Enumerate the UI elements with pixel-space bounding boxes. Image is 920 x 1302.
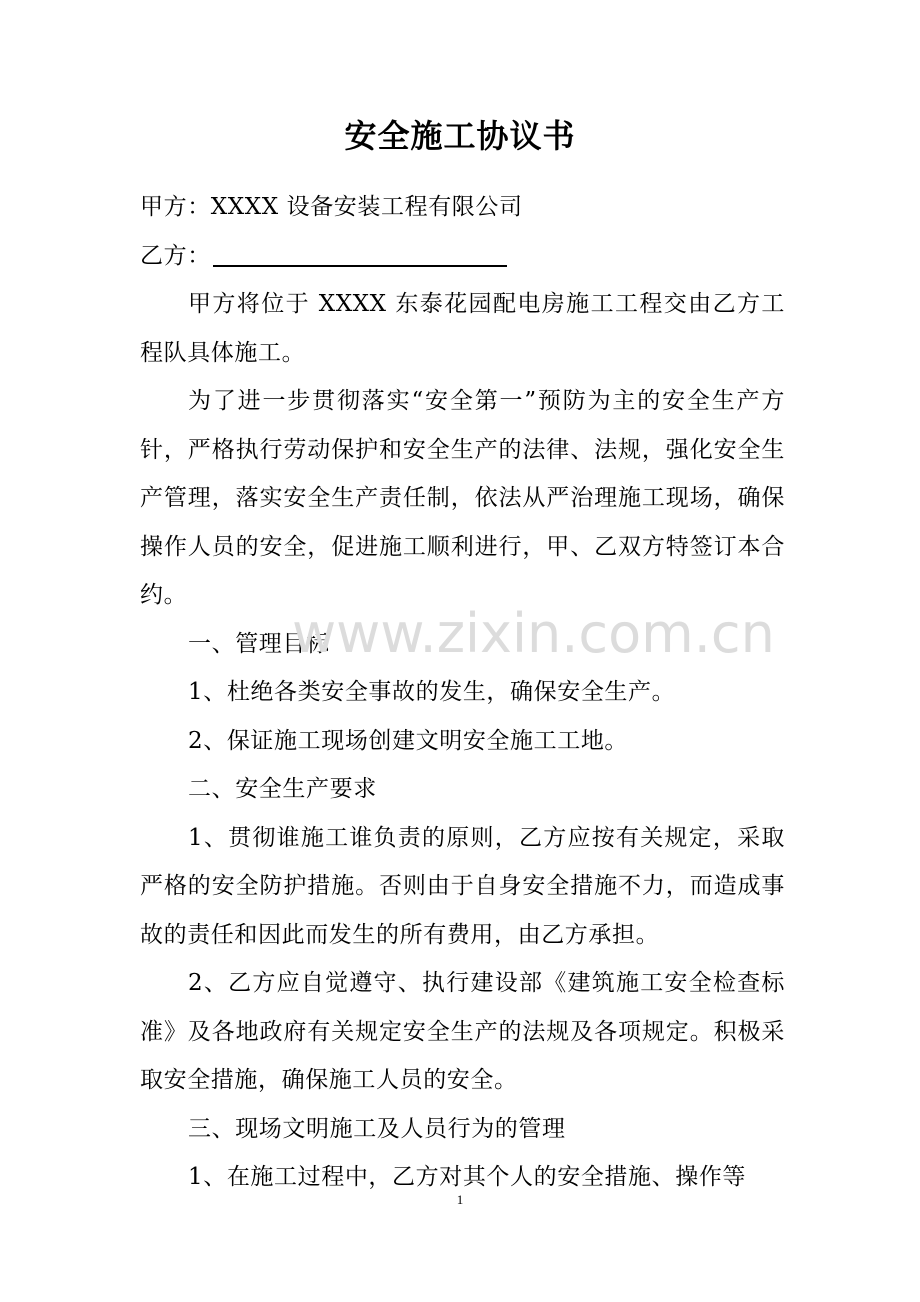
- party-b-line: [140, 232, 785, 281]
- section-heading-site-management: 三、现场文明施工及人员行为的管理: [188, 1115, 566, 1142]
- party-b-label: 乙方：: [140, 242, 211, 269]
- paragraph-project: 甲方将位于 XXXX 东泰花园配电房施工工程交由乙方工程队具体施工。: [140, 291, 785, 366]
- page-number: 1: [456, 1192, 464, 1207]
- section-heading-management-goals: 一、管理目标: [188, 630, 330, 657]
- document-title: 安全施工协议书: [344, 117, 576, 155]
- section-heading-safety-requirements: 二、安全生产要求: [188, 776, 377, 802]
- list-item: 2、乙方应自觉遵守、执行建设部《建筑施工安全检查标准》及各地政府有关规定安全生产的法规及各项规定。积极采取安全措施，确保施工人员的安全。: [140, 970, 785, 1093]
- paragraph-purpose: 为了进一步贯彻落实“安全第一”预防为主的安全生产方针，严格执行劳动保护和安全生产的法律、法规，强化安全生产管理，落实安全生产责任制，依法从严治理施工现场，确保操作人员的安全，促进施工顺利进行，甲、乙双方特签订本合约。: [140, 388, 785, 608]
- document-body: [140, 183, 785, 1202]
- party-a-line: 甲方：XXXX 设备安装工程有限公司: [140, 194, 523, 220]
- party-b-blank-field: [213, 235, 507, 267]
- list-item: 2、保证施工现场创建文明安全施工工地。: [188, 727, 629, 754]
- list-item: 1、在施工过程中，乙方对其个人的安全措施、操作等: [188, 1164, 747, 1190]
- watermark: www.zixin.com.cn: [292, 602, 775, 665]
- list-item: 1、杜绝各类安全事故的发生，确保安全生产。: [188, 679, 676, 705]
- list-item: 1、贯彻谁施工谁负责的原则，乙方应按有关规定，采取严格的安全防护措施。否则由于自身安全措施不力，而造成事故的责任和因此而发生的所有费用，由乙方承担。: [140, 824, 785, 948]
